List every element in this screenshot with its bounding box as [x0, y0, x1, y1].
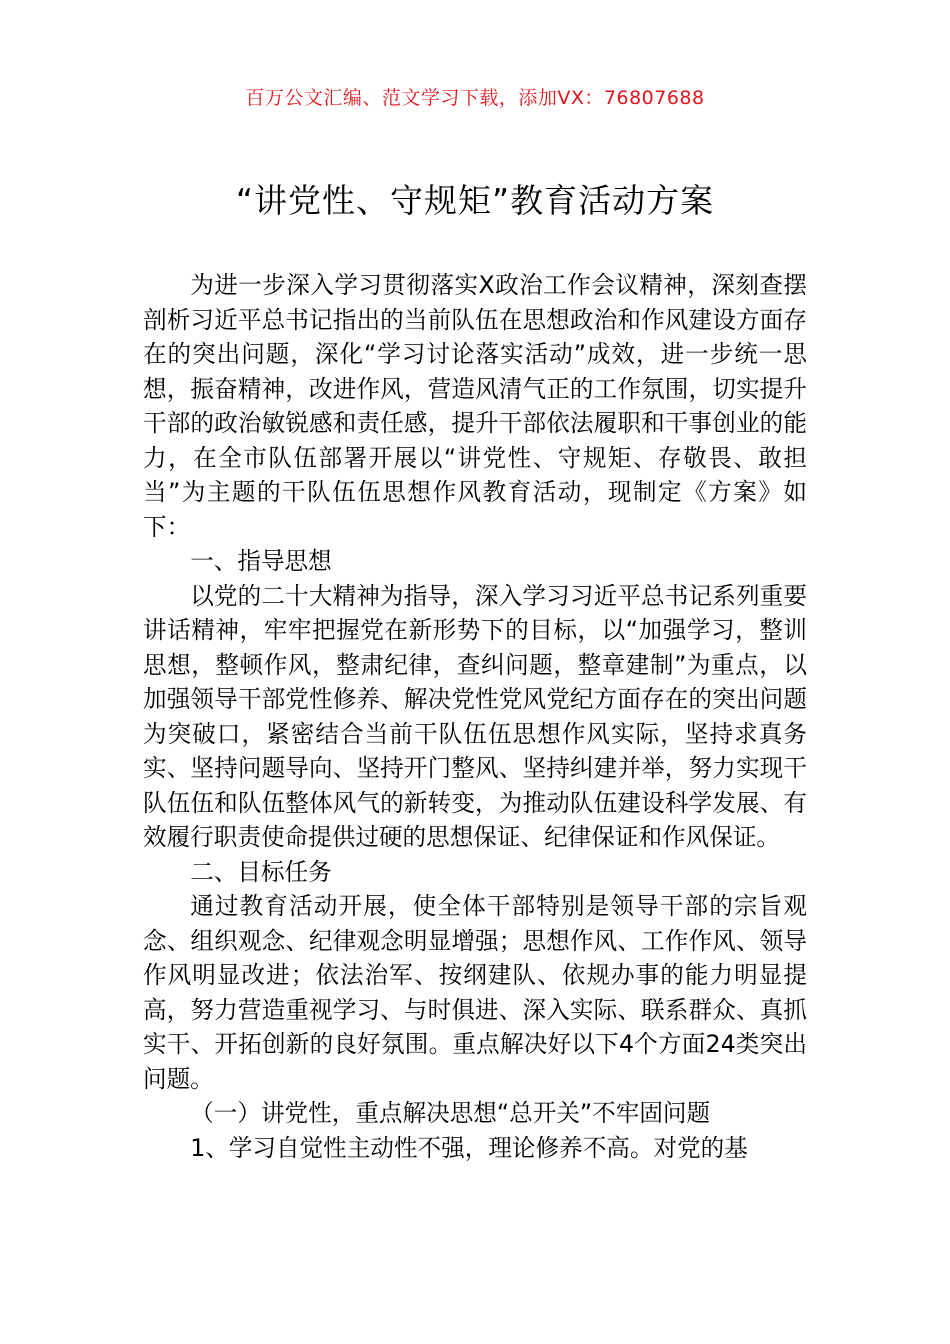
section-heading-guiding-ideology: 一、指导思想 — [190, 547, 332, 575]
subsection-heading-party-spirit: （一）讲党性，重点解决思想“总开关”不牢固问题 — [190, 1099, 711, 1127]
section-heading-objectives: 二、目标任务 — [190, 857, 332, 886]
objectives-paragraph: 通过教育活动开展，使全体干部特别是领导干部的宗旨观念、组织观念、纪律观念明显增强；思想作风、工作作风、领导作风明显改进；依法治军、按纲建队、依规办事的能力明显提高，努力营造重视学习、与时俱进、深入实际、联系群众、真抓实干、开拓创新的良好氛围。重点解决好以下4个方面24类突出问题。 — [143, 892, 807, 1093]
guiding-ideology-paragraph: 以党的二十大精神为指导，深入学习习近平总书记系列重要讲话精神，牢牢把握党在新形势下的目标，以“加强学习，整训思想，整顿作风，整肃纪律，查纠问题，整章建制”为重点，以加强领导干部党性修养、解决党性党风党纪方面存在的突出问题为突破口，紧密结合当前干队伍伍思想作风实际，坚持求真务实、坚持问题导向、坚持开门整风、坚持纠建并举，努力实现干队伍伍和队伍整体风气的新转变，为推动队伍建设科学发展、有效履行职责使命提供过硬的思想保证、纪律保证和作风保证。 — [143, 581, 807, 851]
intro-paragraph: 为进一步深入学习贯彻落实X政治工作会议精神，深刻查摆剖析习近平总书记指出的当前队伍在思想政治和作风建设方面存在的突出问题，深化“学习讨论落实活动”成效，进一步统一思想，振奋精神，改进作风，营造风清气正的工作氛围，切实提升干部的政治敏锐感和责任感，提升干部依法履职和干事创业的能力，在全市队伍部署开展以“讲党性、守规矩、存敬畏、敢担当”为主题的干队伍伍思想作风教育活动，现制定《方案》如下： — [143, 271, 807, 541]
document-body — [143, 268, 807, 1165]
document-title: “讲党性、守规矩”教育活动方案 — [235, 181, 715, 220]
watermark-header: 百万公文汇编、范文学习下载，添加VX：76807688 — [245, 87, 705, 109]
list-item-1: 1、学习自觉性主动性不强，理论修养不高。对党的基 — [190, 1133, 748, 1162]
